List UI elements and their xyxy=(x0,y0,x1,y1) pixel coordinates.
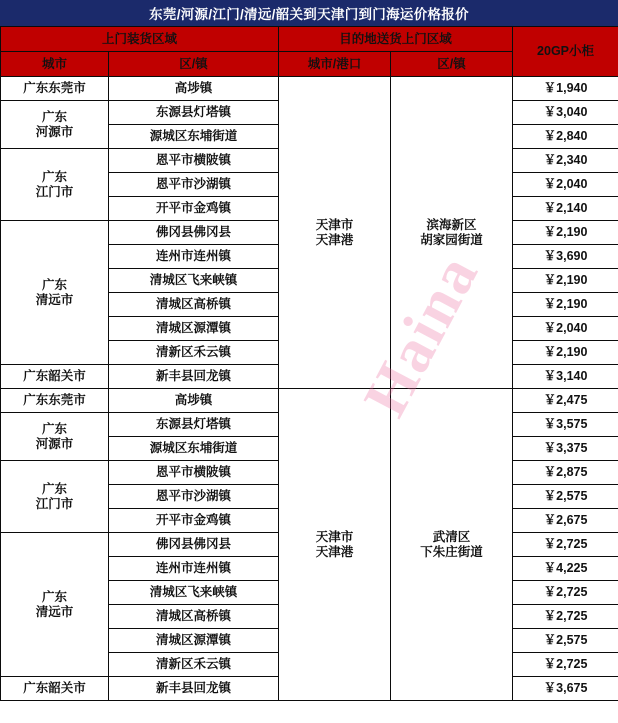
cell-origin-city: 广东东莞市 xyxy=(1,77,109,101)
cell-price-20gp: ￥2,140 xyxy=(513,197,618,221)
cell-origin-town: 清新区禾云镇 xyxy=(109,653,279,677)
header-group-pickup: 上门装货区域 xyxy=(1,27,279,52)
cell-origin-city: 广东 清远市 xyxy=(1,221,109,365)
cell-origin-town: 清城区高桥镇 xyxy=(109,293,279,317)
cell-origin-town: 恩平市沙湖镇 xyxy=(109,485,279,509)
cell-price-20gp: ￥2,875 xyxy=(513,461,618,485)
cell-origin-town: 高埗镇 xyxy=(109,77,279,101)
cell-origin-town: 高埗镇 xyxy=(109,389,279,413)
cell-origin-town: 清城区高桥镇 xyxy=(109,605,279,629)
cell-price-20gp: ￥2,725 xyxy=(513,653,618,677)
cell-origin-town: 连州市连州镇 xyxy=(109,557,279,581)
cell-origin-city: 广东 江门市 xyxy=(1,461,109,533)
cell-price-20gp: ￥2,040 xyxy=(513,173,618,197)
cell-price-20gp: ￥2,340 xyxy=(513,149,618,173)
cell-origin-town: 源城区东埔街道 xyxy=(109,125,279,149)
price-table-body xyxy=(1,77,618,701)
cell-origin-town: 恩平市横陂镇 xyxy=(109,149,279,173)
cell-price-20gp: ￥2,575 xyxy=(513,629,618,653)
cell-destination-city: 天津市 天津港 xyxy=(279,77,391,389)
cell-destination-town: 武清区 下朱庄街道 xyxy=(391,389,513,701)
cell-price-20gp: ￥2,575 xyxy=(513,485,618,509)
cell-origin-town: 清城区源潭镇 xyxy=(109,317,279,341)
cell-origin-town: 清城区飞来峡镇 xyxy=(109,269,279,293)
header-group-destination: 目的地送货上门区域 xyxy=(279,27,513,52)
cell-origin-city: 广东 河源市 xyxy=(1,101,109,149)
watermark: Haina xyxy=(351,243,492,428)
cell-price-20gp: ￥2,190 xyxy=(513,293,618,317)
cell-origin-town: 东源县灯塔镇 xyxy=(109,413,279,437)
cell-origin-city: 广东 江门市 xyxy=(1,149,109,221)
cell-price-20gp: ￥2,725 xyxy=(513,533,618,557)
cell-origin-town: 开平市金鸡镇 xyxy=(109,509,279,533)
cell-origin-town: 恩平市沙湖镇 xyxy=(109,173,279,197)
cell-origin-town: 佛冈县佛冈县 xyxy=(109,533,279,557)
cell-price-20gp: ￥3,675 xyxy=(513,677,618,701)
price-table xyxy=(0,26,618,701)
cell-price-20gp: ￥2,040 xyxy=(513,317,618,341)
cell-origin-city: 广东东莞市 xyxy=(1,389,109,413)
cell-price-20gp: ￥3,375 xyxy=(513,437,618,461)
cell-price-20gp: ￥3,690 xyxy=(513,245,618,269)
cell-origin-town: 清城区源潭镇 xyxy=(109,629,279,653)
cell-price-20gp: ￥1,940 xyxy=(513,77,618,101)
cell-origin-town: 源城区东埔街道 xyxy=(109,437,279,461)
header-dest-town: 区/镇 xyxy=(391,52,513,77)
cell-price-20gp: ￥3,140 xyxy=(513,365,618,389)
header-town: 区/镇 xyxy=(109,52,279,77)
cell-price-20gp: ￥3,040 xyxy=(513,101,618,125)
cell-price-20gp: ￥2,725 xyxy=(513,581,618,605)
cell-price-20gp: ￥2,190 xyxy=(513,269,618,293)
cell-origin-town: 新丰县回龙镇 xyxy=(109,677,279,701)
cell-origin-city: 广东 河源市 xyxy=(1,413,109,461)
table-row xyxy=(1,77,618,101)
cell-price-20gp: ￥2,725 xyxy=(513,605,618,629)
cell-origin-town: 东源县灯塔镇 xyxy=(109,101,279,125)
cell-origin-town: 清城区飞来峡镇 xyxy=(109,581,279,605)
cell-price-20gp: ￥2,190 xyxy=(513,221,618,245)
cell-destination-town: 滨海新区 胡家园街道 xyxy=(391,77,513,389)
cell-origin-town: 佛冈县佛冈县 xyxy=(109,221,279,245)
cell-origin-town: 新丰县回龙镇 xyxy=(109,365,279,389)
cell-price-20gp: ￥3,575 xyxy=(513,413,618,437)
cell-origin-town: 连州市连州镇 xyxy=(109,245,279,269)
table-row xyxy=(1,389,618,413)
cell-price-20gp: ￥2,190 xyxy=(513,341,618,365)
table-header-group-row xyxy=(1,27,618,52)
cell-price-20gp: ￥2,675 xyxy=(513,509,618,533)
header-city: 城市 xyxy=(1,52,109,77)
cell-origin-town: 恩平市横陂镇 xyxy=(109,461,279,485)
cell-origin-town: 清新区禾云镇 xyxy=(109,341,279,365)
page-title: 东莞/河源/江门/清远/韶关到天津门到门海运价格报价 xyxy=(0,0,618,26)
cell-price-20gp: ￥2,840 xyxy=(513,125,618,149)
cell-price-20gp: ￥2,475 xyxy=(513,389,618,413)
header-dest-city: 城市/港口 xyxy=(279,52,391,77)
cell-origin-city: 广东 清远市 xyxy=(1,533,109,677)
cell-origin-city: 广东韶关市 xyxy=(1,677,109,701)
cell-origin-town: 开平市金鸡镇 xyxy=(109,197,279,221)
cell-destination-city: 天津市 天津港 xyxy=(279,389,391,701)
cell-origin-city: 广东韶关市 xyxy=(1,365,109,389)
cell-price-20gp: ￥4,225 xyxy=(513,557,618,581)
header-price: 20GP小柜 xyxy=(513,27,618,77)
